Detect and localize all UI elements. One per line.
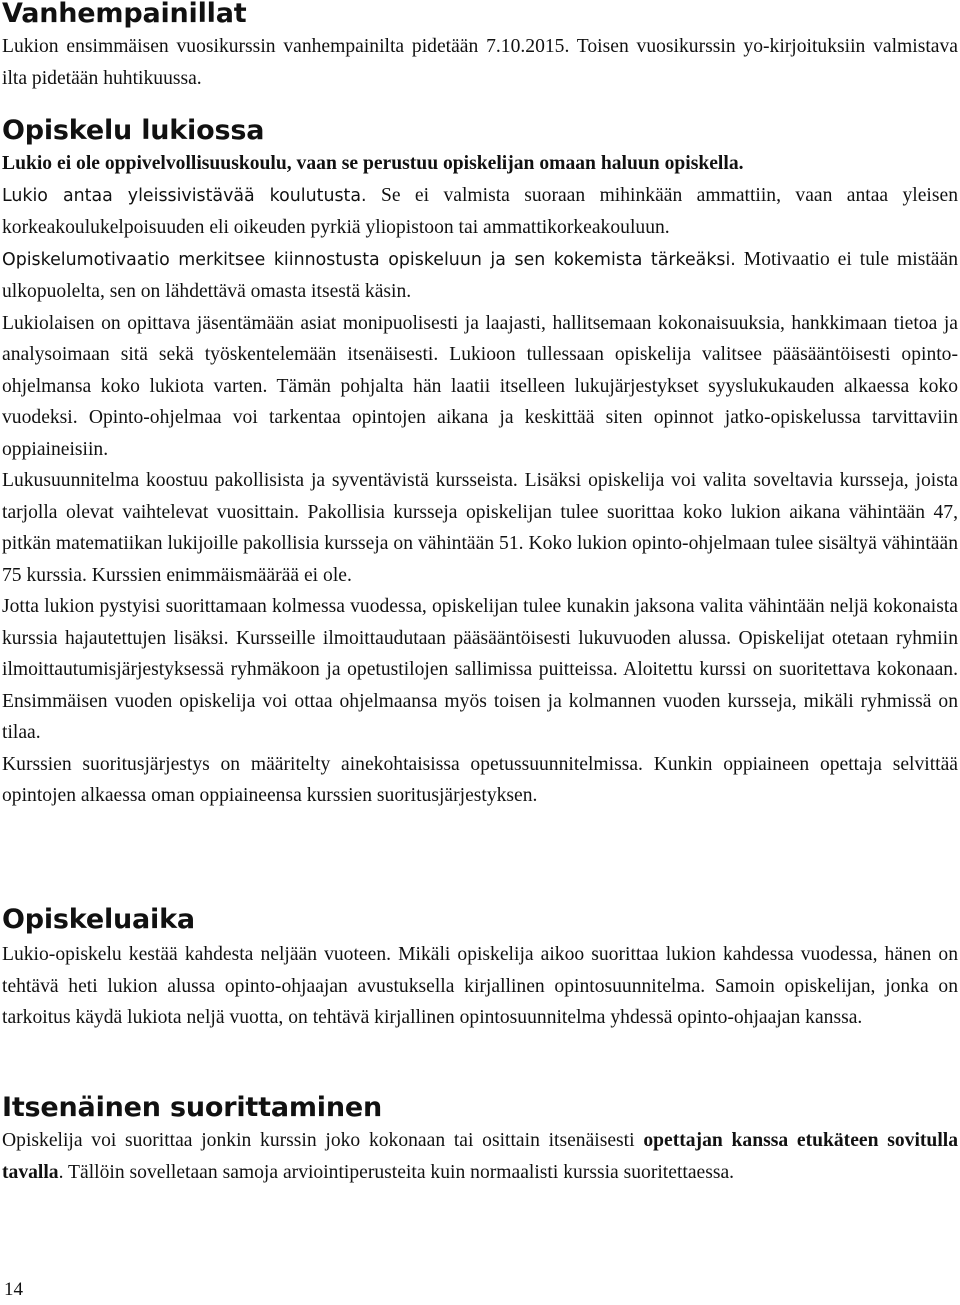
section-itsenainen-suorittaminen — [2, 1091, 958, 1188]
paragraph — [2, 749, 958, 812]
paragraph — [2, 180, 958, 244]
section-opiskeluaika — [2, 903, 958, 1034]
paragraph-text: Lukiolaisen on opittava jäsentämään asiat monipuolisesti ja laajasti, hallitsemaan kokonaisuuksia, hankkimaan tietoa ja analysoimaan sitä sekä työskentelemään itsenäisesti. Lukioon tullessaan opiskelija valitsee pääsääntöisesti opinto-ohjelmansa koko lukiota varten. Tämän pohjalta hän laatii itselleen lukujärjestykset syyslukukauden alkaessa koko vuodeksi. Opinto-ohjelmaa voi tarkentaa opintojen aikana ja keskittää siten opinnot jatko-opiskelussa tarvittaviin oppiaineisiin. — [2, 312, 958, 460]
section-heading: Opiskeluaika — [2, 904, 195, 935]
section-opiskelu-lukiossa — [2, 114, 958, 812]
paragraph-text-sans: Lukio antaa yleissivistävää koulutusta. — [2, 185, 367, 206]
paragraph-text: Se ei valmista suoraan mihinkään ammattiin, vaan antaa yleisen korkeakoulukelpoisuuden eli oikeuden pyrkiä yliopistoon tai ammattikorkeakouluun. — [2, 184, 958, 238]
section-heading: Itsenäinen suorittaminen — [2, 1092, 382, 1123]
paragraph — [2, 939, 958, 1034]
paragraph — [2, 31, 958, 94]
paragraph — [2, 244, 958, 308]
paragraph-text: Jotta lukion pystyisi suorittamaan kolmessa vuodessa, opiskelijan tulee kunakin jaksona valita vähintään neljä kokonaista kurssia hajautettujen lisäksi. Kursseille ilmoittaudutaan pääsääntöisesti lukuvuoden alussa. Opiskelijat otetaan ryhmiin ilmoittautumisjärjestyksessä ryhmäkoon ja opetustilojen sallimissa puitteissa. Aloitettu kurssi on suoritettava kokonaan. Ensimmäisen vuoden opiskelija voi ottaa ohjelmaansa myös toisen ja kolmannen vuoden kursseja, mikäli ryhmissä on tilaa. — [2, 596, 958, 743]
paragraph — [2, 591, 958, 749]
bold-phrase: opettajan kanssa etukäteen sovitulla tavalla — [2, 1130, 958, 1183]
paragraph — [2, 148, 958, 180]
section-heading: Opiskelu lukiossa — [2, 115, 265, 146]
paragraph — [2, 1125, 958, 1188]
section-heading: Vanhempainillat — [2, 0, 247, 29]
paragraph-text: Lukio-opiskelu kestää kahdesta neljään vuoteen. Mikäli opiskelija aikoo suorittaa lukion kahdessa vuodessa, hänen on tehtävä heti lukion alussa opinto-ohjaajan avustuksella kirjallinen opintosuunnitelma. Samoin opiskelijan, jonka on tarkoitus käydä lukiota neljä vuotta, on tehtävä kirjallinen opintosuunnitelma yhdessä opinto-ohjaajan kanssa. — [2, 944, 958, 1028]
paragraph-text-sans: Opiskelumotivaatio merkitsee kiinnostusta opiskeluun ja sen kokemista tärkeäksi. — [2, 249, 736, 270]
bold-statement: Lukio ei ole oppivelvollisuuskoulu, vaan se perustuu opiskelijan omaan haluun opiskella. — [2, 153, 744, 174]
paragraph-text: Motivaatio ei tule mistään ulkopuolelta, sen on lähdettävä omasta itsestä käsin. — [2, 248, 958, 302]
paragraph-text: Lukusuunnitelma koostuu pakollisista ja syventävistä kursseista. Lisäksi opiskelija voi valita soveltavia kursseja, joista tarjolla olevat vaihtelevat vuosittain. Pakollisia kursseja opiskelijan tulee suorittaa koko lukion aikana vähintään 47, pitkän matematiikan lukijoille pakollisia kursseja on vähintään 51. Koko lukion opinto-ohjelmaan tulee sisältyä vähintään 75 kurssia. Kurssien enimmäismäärää ei ole. — [2, 470, 958, 586]
paragraph-text: Lukion ensimmäisen vuosikurssin vanhempainilta pidetään 7.10.2015. Toisen vuosikurssin yo-kirjoituksiin valmistava ilta pidetään huhtikuussa. — [2, 36, 958, 89]
paragraph — [2, 308, 958, 466]
paragraph-text: Kurssien suoritusjärjestys on määritelty ainekohtaisissa opetussuunnitelmissa. Kunkin oppiaineen opettaja selvittää opintojen alkaessa oman oppiaineensa kurssien suoritusjärjestyksen. — [2, 753, 958, 806]
paragraph — [2, 465, 958, 591]
section-vanhempainillat — [2, 0, 958, 94]
paragraph-text: . Tällöin sovelletaan samoja arviointiperusteita kuin normaalisti kurssia suoritettaessa. — [58, 1161, 735, 1183]
paragraph-text: Opiskelija voi suorittaa jonkin kurssin joko kokonaan tai osittain itsenäisesti — [2, 1130, 644, 1151]
page-number: 14 — [4, 1279, 23, 1300]
